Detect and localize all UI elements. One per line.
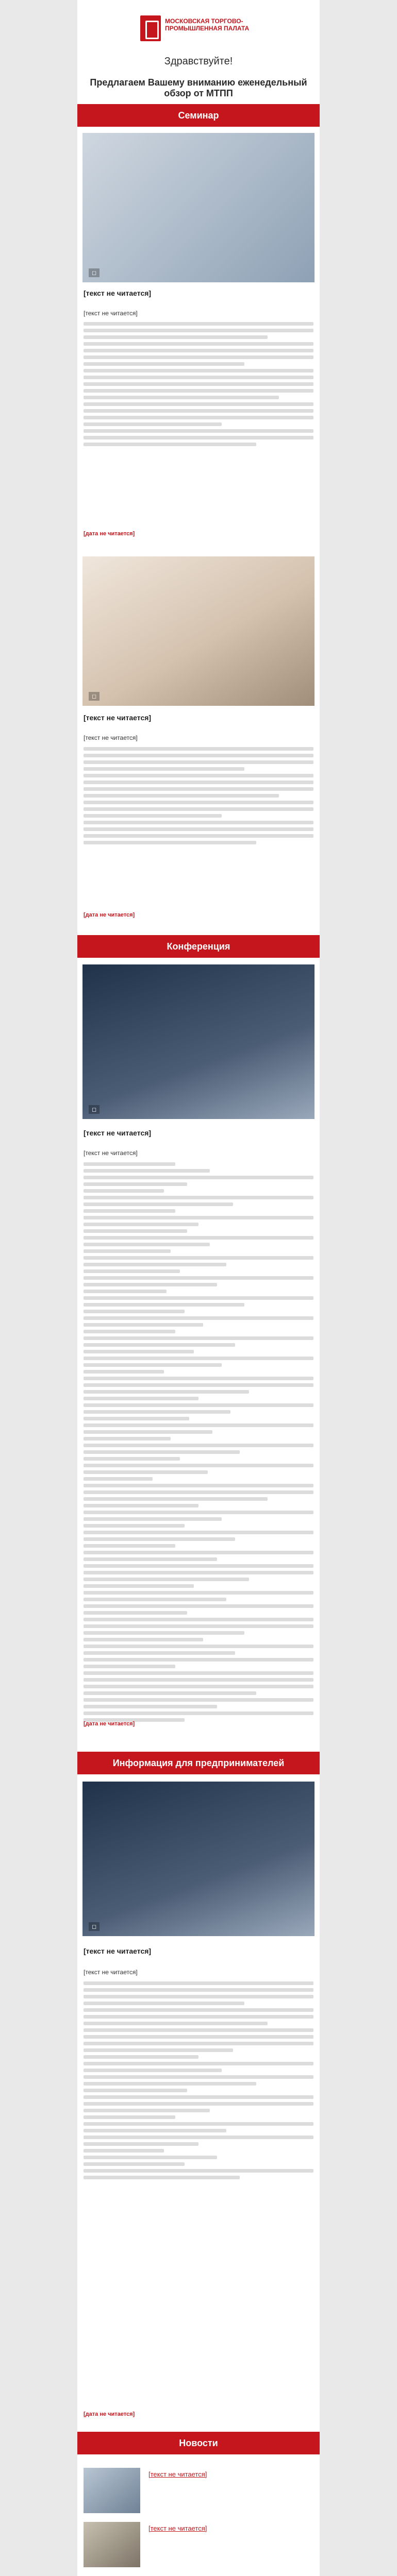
intro-text: Предлагаем Вашему вниманию еженедельный обзор от МТПП [90,77,307,98]
seminar-2-date: [дата не читается] [84,912,135,918]
image-icon: ◻ [89,692,100,701]
seminar-1-title: [текст не читается] [84,289,152,297]
section-news: Новости [77,2432,320,2454]
news-2-link[interactable]: [текст не читается] [148,2524,207,2532]
conference-date: [дата не читается] [84,1721,135,1727]
info-date: [дата не читается] [84,2411,135,2417]
image-icon: ◻ [89,1922,100,1931]
mtpp-logo [140,15,257,41]
seminar-2-title: [текст не читается] [84,714,152,722]
seminar-1-date: [дата не читается] [84,531,135,537]
seminar-1-body: [текст не читается] [84,310,138,317]
image-icon: ◻ [89,1105,100,1114]
section-conferences: Конференция [77,935,320,958]
section-seminars: Семинар [77,104,320,127]
info-body: [текст не читается] [84,1969,138,1976]
seminar-2-text-lines [84,747,313,848]
conference-title: [текст не читается] [84,1129,152,1137]
news-2-thumbnail [84,2522,140,2567]
conference-body: [текст не читается] [84,1149,138,1157]
image-icon: ◻ [89,268,100,277]
conference-text-lines [84,1162,313,1725]
news-1-link[interactable]: [текст не читается] [148,2470,207,2478]
info-image [82,1782,315,1936]
news-item[interactable] [84,2468,313,2513]
seminar-1-text-lines [84,322,313,449]
info-text-lines [84,1981,313,2182]
logo-icon [140,15,161,41]
greeting: Здравствуйте! [164,56,233,67]
seminar-2-image [82,556,315,706]
email-body [77,0,320,2576]
info-title: [текст не читается] [84,1947,152,1955]
org-name: МОСКОВСКАЯ ТОРГОВО-ПРОМЫШЛЕННАЯ ПАЛАТА [165,18,250,32]
conference-image [82,964,315,1119]
seminar-1-image [82,133,315,282]
section-info: Информация для предпринимателей [77,1752,320,1774]
news-1-thumbnail [84,2468,140,2513]
seminar-2-body: [текст не читается] [84,734,138,741]
news-item[interactable] [84,2522,313,2567]
